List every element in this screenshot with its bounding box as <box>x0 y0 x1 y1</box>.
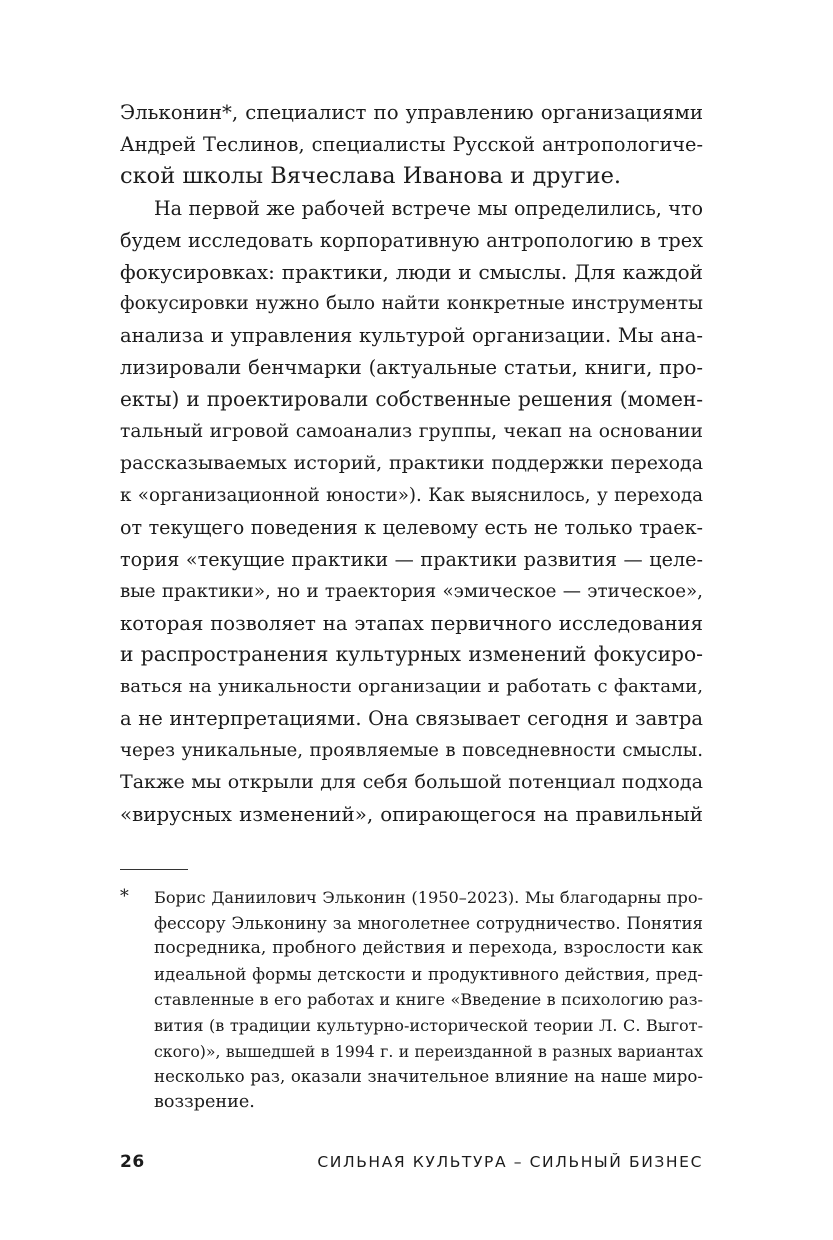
page-number: 26 <box>120 1152 145 1172</box>
text-line: вые практики», но и траектория «эмическое — этическое», <box>120 580 703 602</box>
footnote-line: Борис Даниилович Эльконин (1950–2023). Мы благодарны про- <box>154 888 703 907</box>
footnote-line: несколько раз, оказали значительное влияние на наше миро- <box>154 1067 703 1087</box>
running-title: СИЛЬНАЯ КУЛЬТУРА – СИЛЬНЫЙ БИЗНЕС <box>317 1153 703 1171</box>
text-line: На первой же рабочей встрече мы определились, что <box>154 196 703 220</box>
text-line: Эльконин*, специалист по управлению организациями <box>120 101 703 124</box>
text-line: которая позволяет на этапах первичного исследования <box>120 611 703 635</box>
footnote-line: вития (в традиции культурно-исторической теории Л. С. Выгот- <box>154 1015 703 1035</box>
text-line: к «организационной юности»). Как выяснилось, у перехода <box>120 484 703 506</box>
text-line: через уникальные, проявляемые в повседневности смыслы. <box>120 740 703 762</box>
text-line: тальный игровой самоанализ группы, чекап на основании <box>120 421 703 443</box>
text-line: анализа и управления культурой организации. Мы ана- <box>120 324 703 348</box>
footnote-line: фессору Эльконину за многолетнее сотрудничество. Понятия <box>154 913 703 933</box>
footnote-line: посредника, пробного действия и перехода, взрослости как <box>154 938 703 959</box>
footnote-divider <box>120 869 188 870</box>
text-line: а не интерпретациями. Она связывает сегодня и завтра <box>120 707 703 731</box>
text-line: екты) и проектировали собственные решения (момен- <box>120 387 703 412</box>
text-line: лизировали бенчмарки (актуальные статьи, книги, про- <box>120 356 703 380</box>
text-line: тория «текущие практики — практики развития — целе- <box>120 547 703 571</box>
text-line: ваться на уникальности организации и работать с фактами, <box>120 676 703 698</box>
footnote-body <box>154 885 703 1115</box>
footnote-line: ставленные в его работах и книге «Введение в психологию раз- <box>154 990 703 1010</box>
text-line: рассказываемых историй, практики поддержки перехода <box>120 451 703 474</box>
text-line: будем исследовать корпоративную антропологию в трех <box>120 228 703 252</box>
text-line: фокусировки нужно было найти конкретные инструменты <box>120 293 703 315</box>
text-line: Андрей Теслинов, специалисты Русской антропологиче- <box>120 132 703 156</box>
text-line: Также мы открыли для себя большой потенциал подхода <box>120 771 703 794</box>
text-line: от текущего поведения к целевому есть не только траек- <box>120 515 703 539</box>
text-line: ской школы Вячеслава Иванова и другие. <box>120 162 622 189</box>
footnote-line: воззрение. <box>154 1091 255 1112</box>
page-footer <box>120 1152 703 1176</box>
footnote-line: ского)», вышедшей в 1994 г. и переизданной в разных вариантах <box>154 1041 703 1061</box>
text-line: «вирусных изменений», опирающегося на правильный <box>120 802 703 826</box>
footnote-marker: * <box>120 887 129 907</box>
main-text <box>120 97 703 831</box>
text-line: фокусировках: практики, люди и смыслы. Для каждой <box>120 259 703 284</box>
footnote-line: идеальной формы детскости и продуктивного действия, пред- <box>154 964 703 984</box>
text-line: и распространения культурных изменений фокусиро- <box>120 642 703 667</box>
